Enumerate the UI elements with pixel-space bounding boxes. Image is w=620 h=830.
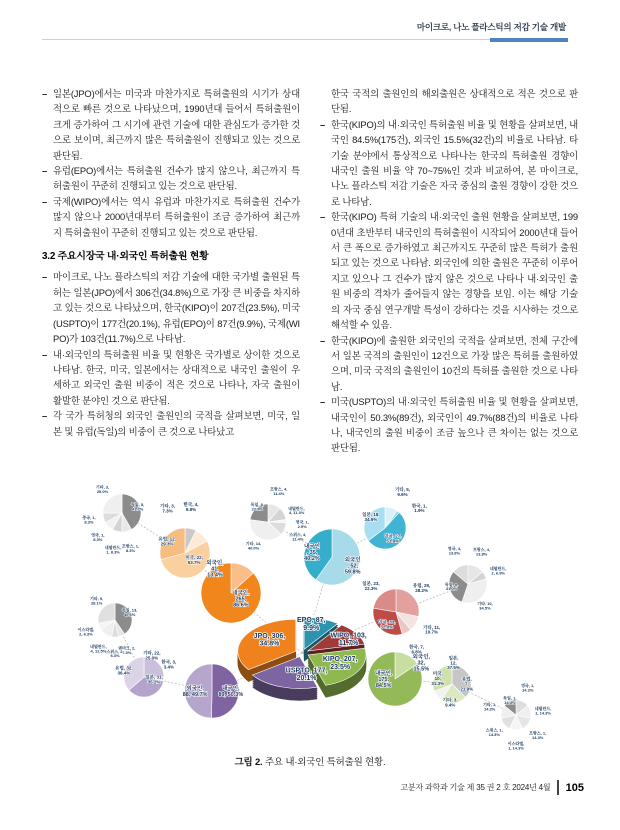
pie-epo_domestic <box>246 486 309 551</box>
pie-label-미국: 미국, 33, 32.0% <box>378 619 396 630</box>
pie-label-유럽: 유럽, 32, 36.4% <box>115 665 133 676</box>
bullet-list-top <box>42 86 300 240</box>
running-head: 마이크로, 나노 플라스틱의 저감 기술 개발 <box>416 22 566 32</box>
bullet-list-section <box>42 269 300 438</box>
pie-label-프랑스: 프랑스, 4, 13.8% <box>472 546 491 557</box>
pie-label-기타: 기타, 1, 14.3% <box>483 702 497 712</box>
bullet-item <box>320 333 578 395</box>
pie-label-스위스: 스위스, 4, 11.4% <box>289 531 307 542</box>
header-rule <box>42 39 568 40</box>
pie-wipo_nat <box>362 580 440 655</box>
pie-label-일본: 일본, 18, 34.6% <box>362 512 380 523</box>
pie-kipo_split <box>368 652 431 706</box>
pie-kipo_nat <box>431 654 473 707</box>
pie-label-한국: 한국, 1, 1.9% <box>411 503 427 514</box>
bullet-item <box>42 269 300 346</box>
pie-label-유럽: 유럽, 29, 28.2% <box>412 583 431 594</box>
pie-label-기타: 기타, 22, 25.0% <box>143 650 161 661</box>
pie-label-기타: 기타, 3, 9.4% <box>442 697 458 708</box>
bullet-text: 각 국가 특허청의 외국인 출원인의 국적을 살펴보면, 미국, 일본 및 유럽(독일)의 비중이 큰 것으로 나타났고 <box>53 410 300 437</box>
pie-label-독일: 독일, 5, 41.7% <box>130 502 145 512</box>
pie-label-영국: 영국, 1, 14.3% <box>521 682 535 693</box>
bullet-item <box>42 347 300 409</box>
pie-label-기타: 기타, 11, 10.7% <box>423 624 441 635</box>
bullet-dash: – <box>320 334 326 346</box>
pie-label-네덜란드: 네덜란드, 1, 14.3% <box>534 706 552 716</box>
pie-label-내국인: 내국인, 89, 50.3% <box>218 686 244 699</box>
journal-info: 고분자 과학과 기술 제 35 권 2 호 2024년 4월 <box>400 783 551 792</box>
pie-slice-일본 <box>373 589 396 612</box>
bullet-text: 마이크로, 나노 플라스틱의 저감 기술에 대한 국가별 출원된 특허는 일본(JPO)에서 306건(34.8%)으로 가장 큰 비중을 차지하고 있는 것으로 나타났으며, 한국(KIPO)이 207건(23.5%), 미국(USPTO)이 177건(20.1%), 유럽(EPO)이 87건(9.9%), 국제(WIPO)가 103건(11.7%)으로 나타남. <box>53 271 300 345</box>
pie-label-프랑스: 프랑스, 1, 8.3% <box>121 543 140 553</box>
pie-jpo_split <box>201 558 261 623</box>
pie-label-한국: 한국, 3, 3.4% <box>161 659 177 670</box>
pie-label-영국: 영국, 1, 8.3% <box>91 532 105 542</box>
continuation-paragraph: 한국 국적의 출원인의 해외출원은 상대적으로 적은 것으로 판단됨. <box>331 88 578 115</box>
pie-label-JPO: JPO, 306, 34.8% <box>253 632 286 648</box>
pie-label-외국인: 외국인, 41, 13.4% <box>206 560 224 579</box>
figure-2-pie-network <box>0 480 620 780</box>
pie-total <box>238 617 367 700</box>
pie-epo_nat <box>362 486 427 549</box>
bullet-text: 국제(WIPO)에서는 역시 유럽과 마찬가지로 특허출원 건수가 많지 않으나 2000년대부터 특허출원이 조금 증가하여 최근까지 특허출원이 꾸준히 진행되고 있는 것으로 판단됨. <box>53 195 300 238</box>
footer-divider <box>557 780 558 795</box>
page-footer <box>400 780 584 795</box>
bullet-text: 내·외국인의 특허출원 비율 및 현황은 국가별로 상이한 것으로 나타남. 한국, 미국, 일본에서는 상대적으로 내국인 출원이 우세하고 외국인 출원 비중이 적은 것으로 나타나, 자국 출원이 활발한 분야인 것으로 판단됨. <box>53 348 300 406</box>
figure-caption-label: 그림 2. <box>234 757 263 768</box>
bullet-dash: – <box>42 88 48 99</box>
pie-label-미국: 미국, 22, 53.7% <box>185 554 203 565</box>
bullet-item <box>42 86 300 163</box>
pie-label-영국: 영국, 4, 13.8% <box>447 545 462 556</box>
figure-caption-text: 주요 내·외국인 특허출원 현황. <box>264 757 386 768</box>
bullet-text: 일본(JPO)에서는 미국과 마찬가지로 특허출원의 시기가 상대적으로 빠른 것으로 나타났으며, 1990년대 들어서 특허출원이 크게 증가하여 그 시기에 관련 기술에 대한 관심도가 증가한 것으로 보이며, 최근까지 많은 특허출원이 진행되고 있는 것으로 판단됨. <box>53 88 300 161</box>
pie-label-미국: 미국, 27, 51.9% <box>384 533 402 544</box>
pie-epo_split <box>304 529 361 585</box>
bullet-item <box>320 394 578 456</box>
pie-label-일본: 일본, 23, 22.3% <box>362 580 380 591</box>
pie-jpo_nat <box>158 501 210 578</box>
pie-label-외국인: 외국인, 32, 15.5% <box>412 654 431 673</box>
bullet-text: 한국(KIPO)의 내·외국인 특허출원 비율 및 현황을 살펴보면, 내국인 84.5%(175건), 외국인 15.5%(32건)의 비율로 나타남. 타 기술 분야에서 통상적으로 나타나는 한국의 특허출원 경향이 내국인 출원 비율 약 70~75%인 것과 비교하여, 본 마이크로, 나노 플라스틱 저감 기술은 자국 중심의 출원 경향이 강한 것으로 나타남. <box>331 118 578 207</box>
pie-label-기타: 기타, 3, 25.0% <box>95 484 110 495</box>
bullet-item <box>42 163 300 194</box>
bullet-item <box>42 194 300 240</box>
bullet-dash: – <box>320 396 326 408</box>
pie-label-기타: 기타, 10, 34.5% <box>477 601 493 611</box>
pie-label-독일: 독일, 9, 31.0% <box>444 581 459 592</box>
pie-label-KIPO: KIPO, 207, 23.5% <box>322 656 358 671</box>
bullet-item <box>320 117 578 209</box>
pie-slice-기타 <box>103 494 122 513</box>
pie-label-USPTO: USPTO, 177, 20.1% <box>285 667 328 683</box>
bullet-dash: – <box>42 348 48 360</box>
pie-label-스위스: 스위스, 1, 14.3% <box>485 727 503 737</box>
pie-label-이스라엘: 이스라엘, 2, 6.3% <box>77 627 95 637</box>
pie-wipo_europe <box>445 545 507 611</box>
pie-label-EPO: EPO, 87, 9.9% <box>297 617 326 632</box>
bullet-text: 한국(KIPO) 특허 기술의 내·외국인 출원 현황을 살펴보면, 1990년대 초반부터 내국인의 특허출원이 시작되어 2000년대 들어서 큰 폭으로 증가하였고 최근까지도 꾸준히 많은 특허가 출원되고 있는 것으로 나타남. 외국인에 의한 출원은 꾸준히 이루어지고 있으나 그 건수가 많지 않은 것으로 나타나 내·외국인 출원 비중의 격차가 줄어들지 않는 경향을 보임. 이는 해당 기술의 자국 중심 연구개발 특성이 강하다는 것을 시사하는 것으로 해석할 수 있음. <box>331 211 578 331</box>
pie-label-네덜란드: 네덜란드, 4, 12.5% <box>90 643 107 654</box>
bullet-item <box>320 209 578 332</box>
bullet-text: 유럽(EPO)에서는 특허출원 건수가 많지 않으나, 최근까지 특허출원이 꾸준히 진행되고 있는 것으로 판단됨. <box>53 165 300 192</box>
pie-label-유럽: 유럽, 7, 21.9% <box>460 676 474 692</box>
pie-label-덴마크: 덴마크, 2, 6.3% <box>118 645 136 655</box>
bullet-dash: – <box>42 195 48 207</box>
pie-slice-기타 <box>98 603 115 623</box>
pie-label-영국: 영국, 1, 2.9% <box>295 519 309 529</box>
pie-label-네덜란드: 네덜란드, 4, 11.4% <box>288 505 305 516</box>
pie-label-기타: 기타, 14, 40.0% <box>245 541 262 551</box>
pie-jpo_europe <box>82 484 144 555</box>
pie-label-독일: 독일, 8, 22.9% <box>250 502 264 512</box>
right-column <box>320 86 578 456</box>
bullet-list-right <box>320 117 578 456</box>
pie-label-한국: 한국, 4, 9.8% <box>183 502 199 513</box>
pie-label-스위스: 스위스, 2, 6.3% <box>106 648 124 659</box>
pie-label-기타: 기타, 9, 28.1% <box>89 596 104 606</box>
pie-label-외국인: 외국인, 88, 49.7% <box>182 685 208 698</box>
pie-label-내국인: 내국인, 175, 84.5% <box>374 670 393 689</box>
pie-label-내국인: 내국인, 265, 86.6% <box>232 590 250 609</box>
pie-label-네덜란드: 네덜란드, 1, 8.3% <box>104 545 122 555</box>
pie-label-기타: 기타, 5, 9.6% <box>395 487 411 498</box>
bullet-dash: – <box>42 410 48 422</box>
pie-label-네덜란드: 네덜란드, 2, 6.9% <box>489 566 507 576</box>
pie-label-일본: 일본, 12, 37.5% <box>447 655 460 671</box>
bullet-text: 한국(KIPO)에 출원한 외국인의 국적을 살펴보면, 전체 구간에서 일본 국적의 출원인이 12건으로 가장 많은 특허를 출원하였으며, 미국 국적의 출원인이 10건의 특허를 출원한 것으로 나타남. <box>331 334 578 392</box>
page-number: 105 <box>565 781 584 794</box>
pie-label-기타: 기타, 3, 7.3% <box>160 503 175 514</box>
bullet-dash: – <box>320 118 326 130</box>
header-rule-accent <box>490 38 568 42</box>
pie-label-일본: 일본, 31, 35.2% <box>145 674 163 685</box>
pie-label-독일: 독일, 1, 14.3% <box>503 695 517 705</box>
pie-label-외국인: 외국인 , 52, 59.8% <box>344 557 361 576</box>
pie-label-프랑스: 프랑스, 4, 11.4% <box>270 486 288 496</box>
figure-caption <box>0 754 620 768</box>
pie-label-내국인: 내국인 , 35, 40.2% <box>304 543 320 562</box>
bullet-dash: – <box>42 165 48 177</box>
pie-label-프랑스: 프랑스, 1, 14.3% <box>529 730 547 740</box>
bullet-item <box>42 408 300 439</box>
pie-label-미국: 미국, 10, 31.3% <box>431 671 445 687</box>
pie-uspto_europe <box>78 595 138 658</box>
pie-label-중국: 중국, 1, 8.3% <box>82 515 96 525</box>
pie-label-유럽: 유럽, 12, 29.3% <box>158 536 176 547</box>
section-heading: 3.2 주요시장국 내·외국인 특허출원 현황 <box>42 251 209 263</box>
pie-uspto_split <box>183 664 244 718</box>
bullet-dash: – <box>42 271 48 283</box>
bullet-text: 미국(USPTO)의 내·외국인 특허출원 비율 및 현황을 살펴보면, 내국인이 50.3%(89건), 외국인이 49.7%(88건)의 비율로 나타나, 내국인의 출원 비중이 조금 높으나 큰 차이는 없는 것으로 판단됨. <box>331 396 578 454</box>
pie-label-독일: 독일, 13, 40.6% <box>121 607 138 618</box>
pie-label-이스라엘: 이스라엘, 1, 14.3% <box>507 740 525 751</box>
pie-label-한국: 한국, 7, 6.8% <box>409 644 425 655</box>
pie-kipo_europe <box>483 682 551 750</box>
pie-label-WIPO: WIPO, 103, 11.7% <box>330 632 367 648</box>
pie-uspto_nat <box>115 649 176 697</box>
bullet-dash: – <box>320 211 326 223</box>
left-column <box>42 86 300 439</box>
